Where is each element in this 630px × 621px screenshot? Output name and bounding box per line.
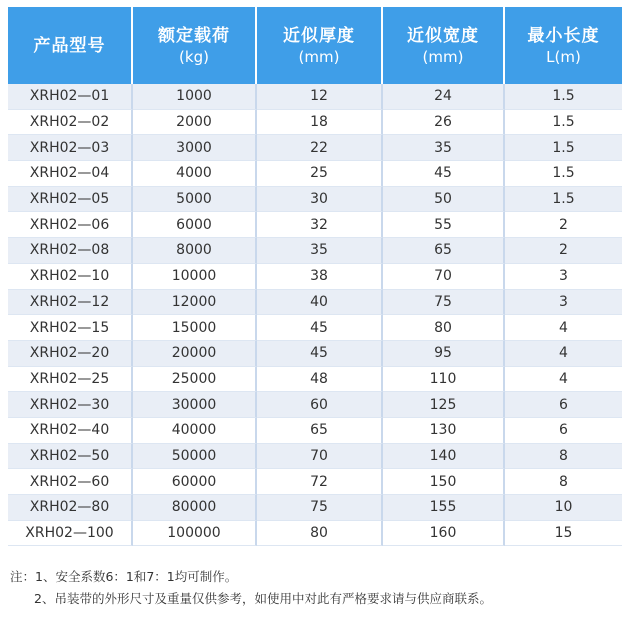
header-label: 近似宽度 (407, 25, 479, 46)
cell-width: 150 (383, 469, 505, 495)
cell-min-length: 3 (505, 264, 622, 290)
cell-min-length: 1.5 (505, 135, 622, 161)
cell-model: XRH02—02 (8, 110, 133, 136)
table-row (8, 469, 622, 495)
header-label: 最小长度 (527, 25, 600, 46)
cell-model: XRH02—20 (8, 341, 133, 367)
cell-min-length: 6 (505, 392, 622, 418)
cell-load: 100000 (133, 521, 257, 547)
cell-model: XRH02—06 (8, 212, 133, 238)
cell-width: 140 (383, 444, 505, 470)
cell-thickness: 32 (257, 212, 383, 238)
table-row (8, 367, 622, 393)
cell-thickness: 70 (257, 444, 383, 470)
table-row (8, 212, 622, 238)
cell-min-length: 1.5 (505, 187, 622, 213)
cell-width: 35 (383, 135, 505, 161)
header-thickness (257, 7, 383, 84)
table-row (8, 495, 622, 521)
cell-width: 55 (383, 212, 505, 238)
cell-load: 30000 (133, 392, 257, 418)
table-row (8, 187, 622, 213)
cell-width: 125 (383, 392, 505, 418)
header-unit: L(m) (546, 47, 581, 66)
cell-min-length: 8 (505, 469, 622, 495)
cell-load: 50000 (133, 444, 257, 470)
cell-load: 25000 (133, 367, 257, 393)
cell-thickness: 48 (257, 367, 383, 393)
table-row (8, 444, 622, 470)
cell-model: XRH02—60 (8, 469, 133, 495)
header-unit: (mm) (422, 47, 464, 66)
cell-model: XRH02—01 (8, 84, 133, 110)
cell-model: XRH02—05 (8, 187, 133, 213)
cell-min-length: 15 (505, 521, 622, 547)
cell-thickness: 45 (257, 315, 383, 341)
header-label: 产品型号 (33, 35, 106, 56)
table-row (8, 135, 622, 161)
cell-thickness: 60 (257, 392, 383, 418)
cell-model: XRH02—03 (8, 135, 133, 161)
cell-load: 4000 (133, 161, 257, 187)
table-row (8, 161, 622, 187)
cell-load: 20000 (133, 341, 257, 367)
cell-min-length: 4 (505, 341, 622, 367)
cell-width: 70 (383, 264, 505, 290)
cell-model: XRH02—40 (8, 418, 133, 444)
cell-min-length: 1.5 (505, 161, 622, 187)
table-row (8, 418, 622, 444)
cell-width: 130 (383, 418, 505, 444)
cell-width: 45 (383, 161, 505, 187)
cell-load: 10000 (133, 264, 257, 290)
cell-thickness: 65 (257, 418, 383, 444)
cell-width: 75 (383, 290, 505, 316)
cell-thickness: 35 (257, 238, 383, 264)
header-label: 近似厚度 (283, 25, 355, 46)
cell-width: 26 (383, 110, 505, 136)
cell-width: 95 (383, 341, 505, 367)
cell-thickness: 25 (257, 161, 383, 187)
header-min-length (505, 7, 622, 84)
cell-load: 80000 (133, 495, 257, 521)
cell-model: XRH02—10 (8, 264, 133, 290)
header-load (133, 7, 257, 84)
spec-table (8, 7, 622, 546)
cell-thickness: 30 (257, 187, 383, 213)
table-row (8, 392, 622, 418)
cell-model: XRH02—30 (8, 392, 133, 418)
notes (10, 566, 492, 610)
cell-min-length: 4 (505, 315, 622, 341)
table-row (8, 341, 622, 367)
table-row (8, 84, 622, 110)
cell-width: 24 (383, 84, 505, 110)
table-row (8, 264, 622, 290)
cell-min-length: 8 (505, 444, 622, 470)
note-2: 2、吊装带的外形尺寸及重量仅供参考，如使用中对此有严格要求请与供应商联系。 (34, 591, 492, 606)
cell-model: XRH02—04 (8, 161, 133, 187)
cell-thickness: 72 (257, 469, 383, 495)
cell-width: 65 (383, 238, 505, 264)
table-body (8, 84, 622, 546)
header-model (8, 7, 133, 84)
cell-model: XRH02—08 (8, 238, 133, 264)
cell-thickness: 12 (257, 84, 383, 110)
table-row (8, 238, 622, 264)
table-row (8, 110, 622, 136)
cell-load: 1000 (133, 84, 257, 110)
header-label: 额定载荷 (158, 25, 230, 46)
note-1: 注：1、安全系数6：1和7：1均可制作。 (10, 569, 238, 584)
cell-width: 160 (383, 521, 505, 547)
cell-load: 60000 (133, 469, 257, 495)
cell-load: 3000 (133, 135, 257, 161)
cell-model: XRH02—25 (8, 367, 133, 393)
cell-width: 50 (383, 187, 505, 213)
cell-width: 80 (383, 315, 505, 341)
cell-load: 8000 (133, 238, 257, 264)
cell-load: 12000 (133, 290, 257, 316)
cell-model: XRH02—12 (8, 290, 133, 316)
cell-thickness: 22 (257, 135, 383, 161)
cell-min-length: 4 (505, 367, 622, 393)
cell-load: 15000 (133, 315, 257, 341)
cell-load: 6000 (133, 212, 257, 238)
table-row (8, 521, 622, 547)
cell-min-length: 6 (505, 418, 622, 444)
cell-load: 40000 (133, 418, 257, 444)
cell-thickness: 40 (257, 290, 383, 316)
cell-thickness: 75 (257, 495, 383, 521)
cell-load: 5000 (133, 187, 257, 213)
header-width (383, 7, 505, 84)
cell-model: XRH02—100 (8, 521, 133, 547)
table-row (8, 290, 622, 316)
cell-thickness: 45 (257, 341, 383, 367)
cell-min-length: 1.5 (505, 84, 622, 110)
cell-load: 2000 (133, 110, 257, 136)
cell-thickness: 80 (257, 521, 383, 547)
cell-min-length: 10 (505, 495, 622, 521)
header-unit: (mm) (298, 47, 340, 66)
cell-min-length: 3 (505, 290, 622, 316)
cell-min-length: 2 (505, 238, 622, 264)
cell-model: XRH02—50 (8, 444, 133, 470)
header-unit: (kg) (179, 47, 209, 66)
cell-width: 110 (383, 367, 505, 393)
cell-model: XRH02—15 (8, 315, 133, 341)
cell-model: XRH02—80 (8, 495, 133, 521)
table-header (8, 7, 622, 84)
cell-min-length: 1.5 (505, 110, 622, 136)
cell-thickness: 18 (257, 110, 383, 136)
table-row (8, 315, 622, 341)
cell-width: 155 (383, 495, 505, 521)
cell-min-length: 2 (505, 212, 622, 238)
cell-thickness: 38 (257, 264, 383, 290)
